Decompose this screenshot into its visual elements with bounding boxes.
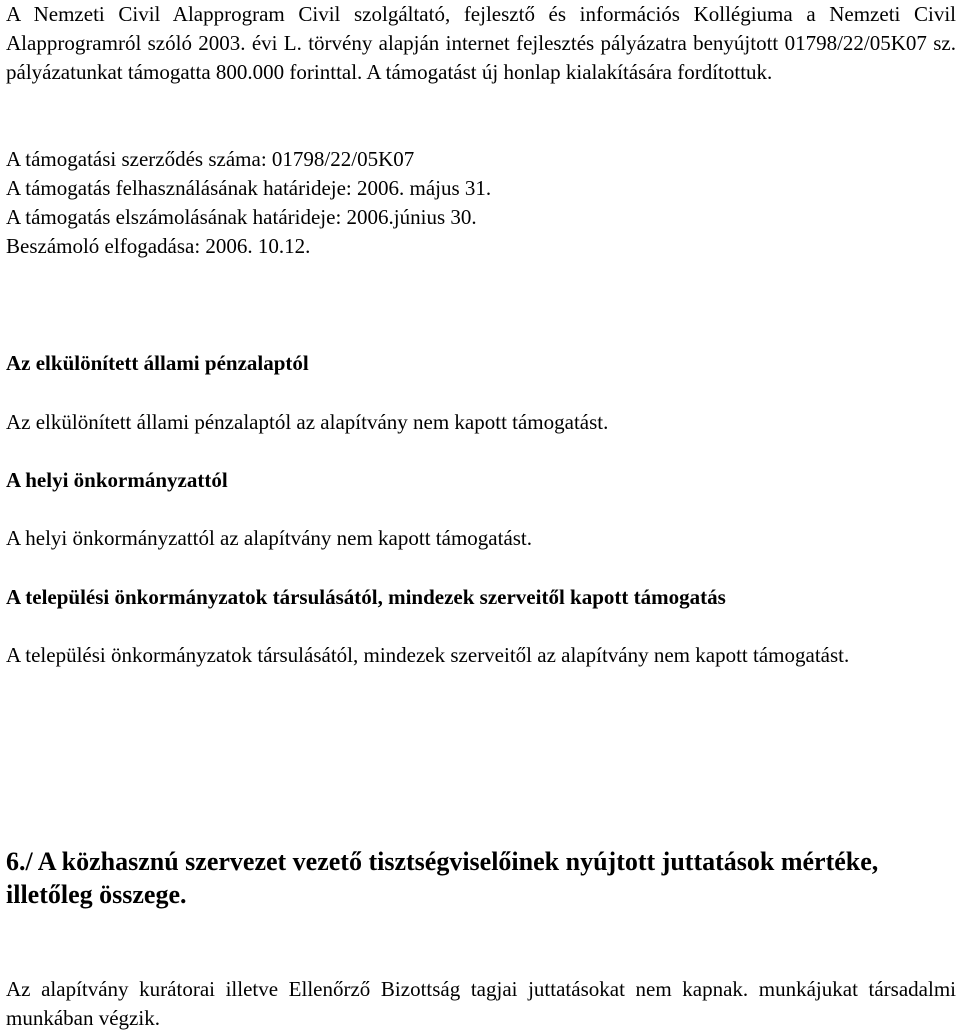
section-6-text: Az alapítvány kurátorai illetve Ellenőrző Bizottság tagjai juttatásokat nem kapnak. munkájukat társadalmi munkában végzik. — [6, 977, 956, 1030]
association-text: A települési önkormányzatok társulásától, mindezek szerveitől az alapítvány nem kapott támogatást. — [6, 643, 850, 667]
report-acceptance-line: Beszámoló elfogadása: 2006. 10.12. — [6, 234, 311, 258]
intro-paragraph: A Nemzeti Civil Alapprogram Civil szolgáltató, fejlesztő és információs Kollégiuma a Nemzeti Civil Alapprogramról szóló 2003. évi L. törvény alapján internet fejlesztés pályázatra benyújtott 01798/22/05K07 sz. pályázatunkat támogatta 800.000 forinttal. A támogatást új honlap kialakítására fordítottuk. — [6, 2, 956, 84]
contract-details — [6, 145, 956, 261]
section-6-heading: 6./ A közhasznú szervezet vezető tisztségviselőinek nyújtott juttatások mértéke, illetőleg összege. — [6, 847, 879, 909]
association-heading: A települési önkormányzatok társulásától, mindezek szerveitől kapott támogatás — [6, 585, 726, 609]
settlement-deadline-line: A támogatás elszámolásának határideje: 2006.június 30. — [6, 205, 477, 229]
state-fund-heading: Az elkülönített állami pénzalaptól — [6, 351, 309, 375]
local-gov-text: A helyi önkormányzattól az alapítvány nem kapott támogatást. — [6, 526, 533, 550]
local-gov-heading: A helyi önkormányzattól — [6, 468, 228, 492]
state-fund-text: Az elkülönített állami pénzalaptól az alapítvány nem kapott támogatást. — [6, 410, 609, 434]
usage-deadline-line: A támogatás felhasználásának határideje: 2006. május 31. — [6, 176, 492, 200]
contract-number-line: A támogatási szerződés száma: 01798/22/05K07 — [6, 147, 415, 171]
